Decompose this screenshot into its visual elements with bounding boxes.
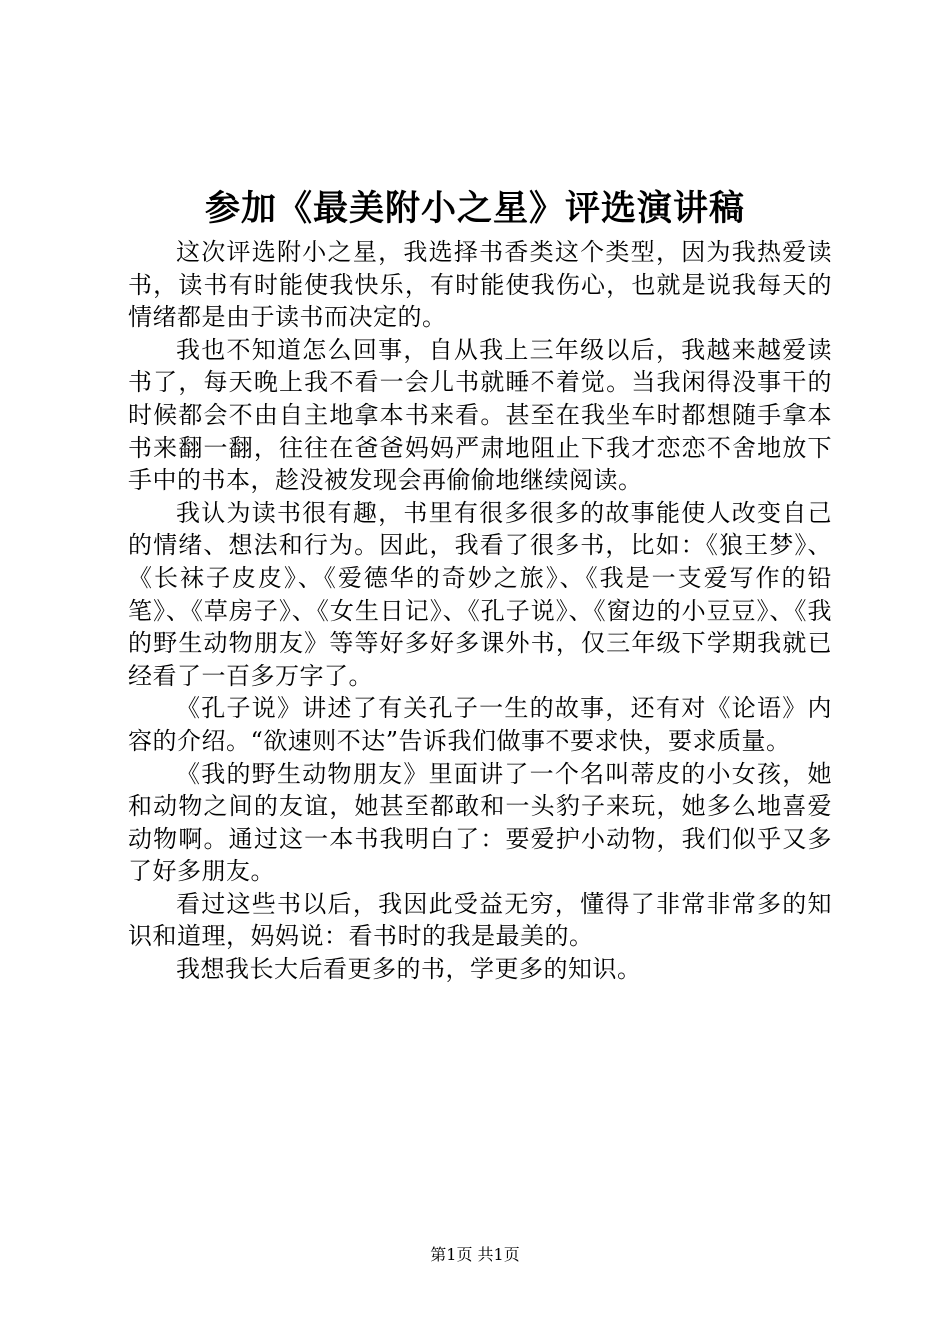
paragraph-5: 《我的野生动物朋友》里面讲了一个名叫蒂皮的小女孩，她和动物之间的友谊，她甚至都敢和一头豹子来玩，她多么地喜爱动物啊。通过这一本书我明白了：要爱护小动物，我们似乎又多了好多朋友。 [128,759,832,886]
page-footer: 第1页 共1页 [430,1245,520,1264]
document-body [128,236,832,986]
paragraph-7: 我想我长大后看更多的书，学更多的知识。 [176,955,642,984]
paragraph-6: 看过这些书以后，我因此受益无穷，懂得了非常非常多的知识和道理，妈妈说：看书时的我是最美的。 [128,889,832,951]
document-title: 参加《最美附小之星》评选演讲稿 [204,188,745,229]
paragraph-4: 《孔子说》讲述了有关孔子一生的故事，还有对《论语》内容的介绍。“欲速则不达”告诉我们做事不要求快，要求质量。 [128,694,832,755]
paragraph-1: 这次评选附小之星，我选择书香类这个类型，因为我热爱读书，读书有时能使我快乐，有时能使我伤心，也就是说我每天的情绪都是由于读书而决定的。 [128,238,832,332]
paragraph-2: 我也不知道怎么回事，自从我上三年级以后，我越来越爱读书了，每天晚上我不看一会儿书就睡不着觉。当我闲得没事干的时候都会不由自主地拿本书来看。甚至在我坐车时都想随手拿本书来翻一翻，往往在爸爸妈妈严肃地阻止下我才恋恋不舍地放下手中的书本，趁没被发现会再偷偷地继续阅读。 [128,335,832,495]
paragraph-3: 我认为读书很有趣，书里有很多很多的故事能使人改变自己的情绪、想法和行为。因此，我看了很多书，比如：《狼王梦》、《长袜子皮皮》、《爱德华的奇妙之旅》、《我是一支爱写作的铅笔》、《草房子》、《女生日记》、《孔子说》、《窗边的小豆豆》、《我的野生动物朋友》等等好多好多课外书，仅三年级下学期我就已经看了一百多万字了。 [128,498,832,690]
